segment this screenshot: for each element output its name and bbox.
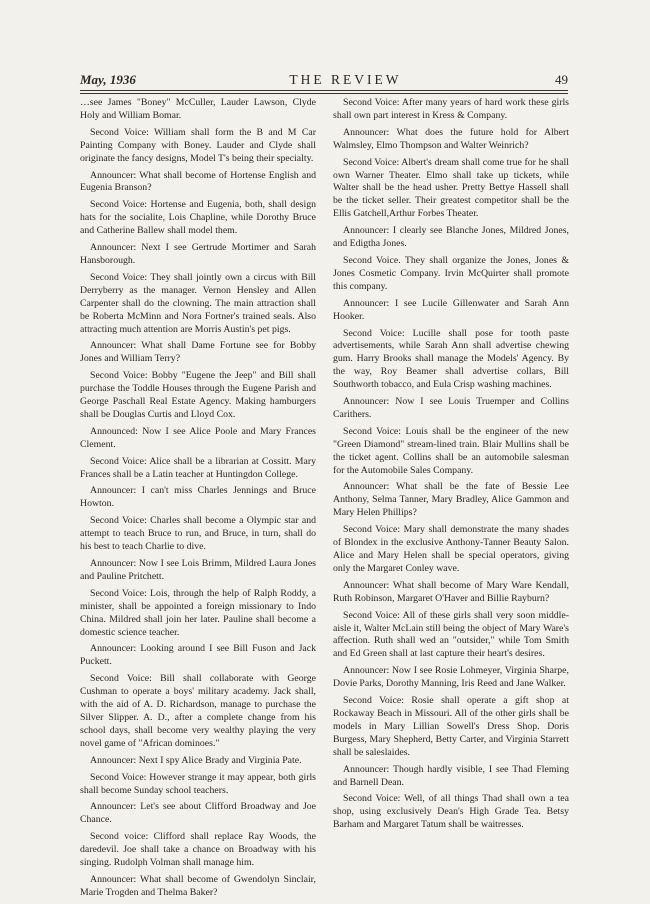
paragraph: Second Voice: Louis shall be the engineer of the new "Green Diamond" stream-lined train. Blair Mullins shall be the ticket agent. Collins shall be an automobile salesman for the Automobile Sales Company.	[333, 425, 569, 476]
publication-title: THE REVIEW	[289, 72, 402, 87]
paragraph: Announcer: Now I see Rosie Lohmeyer, Virginia Sharpe, Dovie Parks, Dorothy Manning, Iris Reed and Jane Walker.	[333, 665, 569, 690]
paragraph: Second Voice: Alice shall be a librarian at Cossitt. Mary Frances shall be a Latin teacher at Huntingdon College.	[80, 455, 316, 480]
paragraph: Second Voice: Charles shall become a Olympic star and attempt to teach Bruce to run, and Bruce, in turn, shall do his best to teach Charlie to dive.	[80, 515, 316, 553]
paragraph: Second Voice: All of these girls shall very soon middle-aisle it, Walter McLain still being the object of Mary Ware's affection. Ruth shall wed an "outsider," while Tom Smith and Ed Green shall at last capture their heart's desires.	[333, 609, 569, 660]
page-number: 49	[555, 72, 568, 87]
paragraph: Announced: Now I see Alice Poole and Mary Frances Clement.	[80, 425, 316, 450]
paragraph: Second Voice: Rosie shall operate a gift shop at Rockaway Beach in Missouri. All of the other girls shall be models in Mary Lillian Sowell's Dress Shop. Doris Burgess, Mary Shepherd, Betty Carter, and Virginia Starrett shall be saleslaides.	[333, 695, 569, 758]
paragraph: Announcer: Looking around I see Bill Fuson and Jack Puckett.	[80, 643, 316, 668]
paragraph: Second Voice: Hortense and Eugenia, both, shall design hats for the socialite, Lois Chapline, while Dorothy Bruce and Catherine Ballew shall model them.	[80, 199, 316, 237]
paragraph: Announcer: What shall become of Hortense English and Eugenia Branson?	[80, 169, 316, 194]
right-column	[333, 97, 569, 836]
header-rule-double	[80, 93, 568, 94]
paragraph: Second Voice: After many years of hard work these girls shall own part interest in Kress & Company.	[333, 97, 569, 121]
paragraph: Announcer: What shall be the fate of Bessie Lee Anthony, Selma Tanner, Mary Bradley, Alice Gammon and Mary Helen Phillips?	[333, 481, 569, 519]
paragraph: Second Voice: Lois, through the help of Ralph Roddy, a minister, shall be appointed a foreign missionary to Indo China. Mildred shall join her later. Pauline shall become a domestic science teacher.	[80, 587, 316, 638]
paragraph: Announcer: Now I see Lois Brimm, Mildred Laura Jones and Pauline Pritchett.	[80, 558, 316, 582]
paragraph: Second Voice: Lucille shall pose for tooth paste advertisements, while Sarah Ann shall advertise chewing gum. Harry Brooks shall manage the Models' Agency. By the way, Roy Beamer shall advertise collars, Bill Southworth tobacco, and Eula Crisp washing machines.	[333, 327, 569, 391]
paragraph: Second Voice: Mary shall demonstrate the many shades of Blondex in the exclusive Anthony-Tanner Beauty Salon. Alice and Mary Helen shall be special operators, giving only the Margaret Conley wave.	[333, 524, 569, 574]
paragraph: Announcer: Now I see Louis Truemper and Collins Carithers.	[333, 396, 569, 420]
paragraph: Announcer: Though hardly visible, I see Thad Fleming and Barnell Dean.	[333, 763, 569, 788]
paragraph: Second Voice: Bill shall collaborate with George Cushman to operate a boys' military academy. Jack shall, with the aid of A. D. Richardson, manage to purchase the Silver Slipper. A. D., after a complete change from his school days, shall become very wealthy playing the very novel game of "African dominoes."	[80, 673, 316, 749]
paragraph: Announcer: Let's see about Clifford Broadway and Joe Chance.	[80, 801, 316, 826]
issue-date: May, 1936	[80, 72, 136, 87]
paragraph: Announcer: I can't miss Charles Jennings and Bruce Howton.	[80, 485, 316, 510]
paragraph: Announcer: I clearly see Blanche Jones, Mildred Jones, and Edigtha Jones.	[333, 225, 569, 250]
header-rule	[80, 90, 568, 91]
paragraph: Second Voice. They shall organize the Jones, Jones & Jones Cosmetic Company. Irvin McQuirter shall promote this company.	[333, 254, 569, 292]
paragraph: Second Voice: Well, of all things Thad shall own a tea shop, using exclusively Dean's High Grade Tea. Betsy Barham and Margaret Tatum shall be waitresses.	[333, 793, 569, 831]
paragraph: Announcer: What shall become of Gwendolyn Sinclair, Marie Trogden and Thelma Baker?	[80, 873, 316, 898]
page-header	[80, 72, 568, 88]
paragraph: Second Voice: William shall form the B and M Car Painting Company with Boney. Lauder and Clyde shall originate the fancy designs, Model T's being their specialty.	[80, 126, 316, 164]
paragraph: Announcer: Next I see Gertrude Mortimer and Sarah Hansborough.	[80, 242, 316, 266]
left-column	[80, 97, 316, 904]
paragraph: Second Voice: Bobby "Eugene the Jeep" and Bill shall purchase the Toddle Houses through the Eugene Parish and George Paschall Real Estate Agency. Making hamburgers shall be Douglas Curtis and Lloyd Cox.	[80, 370, 316, 420]
paragraph: Second Voice: Albert's dream shall come true for he shall own Warner Theater. Elmo shall take up tickets, while Walter shall be the head usher. Pretty Bettye Hassell shall be the ticket seller. Their greatest competitor shall be the Ellis Gatchell,Arthur Forbes Theater.	[333, 156, 569, 220]
paragraph: Second voice: Clifford shall replace Ray Woods, the daredevil. Joe shall take a chance on Broadway with his singing. Rudolph Volman shall manage him.	[80, 831, 316, 869]
paragraph: Announcer: What shall Dame Fortune see for Bobby Jones and William Terry?	[80, 340, 316, 365]
paragraph: Announcer: I see Lucile Gillenwater and Sarah Ann Hooker.	[333, 297, 569, 322]
paragraph: Second Voice: They shall jointly own a circus with Bill Derryberry as the manager. Vernon Hensley and Allen Carpenter shall do the clowning. The main attraction shall be Roberta McMinn and Nora Fortner's trained seals. Also attracting much attention are Morris Austin's pet pigs.	[80, 271, 316, 335]
paragraph: Second Voice: However strange it may appear, both girls shall become Sunday school teachers.	[80, 771, 316, 796]
paragraph: Announcer: What shall become of Mary Ware Kendall, Ruth Robinson, Margaret O'Haver and Billie Rayburn?	[333, 579, 569, 604]
paragraph: …see James "Boney" McCuller, Lauder Lawson, Clyde Holy and William Bomar.	[80, 97, 316, 121]
paragraph: Announcer: Next I spy Alice Brady and Virginia Pate.	[90, 754, 302, 766]
paragraph: Announcer: What does the future hold for Albert Walmsley, Elmo Thompson and Walter Weinrich?	[333, 126, 569, 151]
